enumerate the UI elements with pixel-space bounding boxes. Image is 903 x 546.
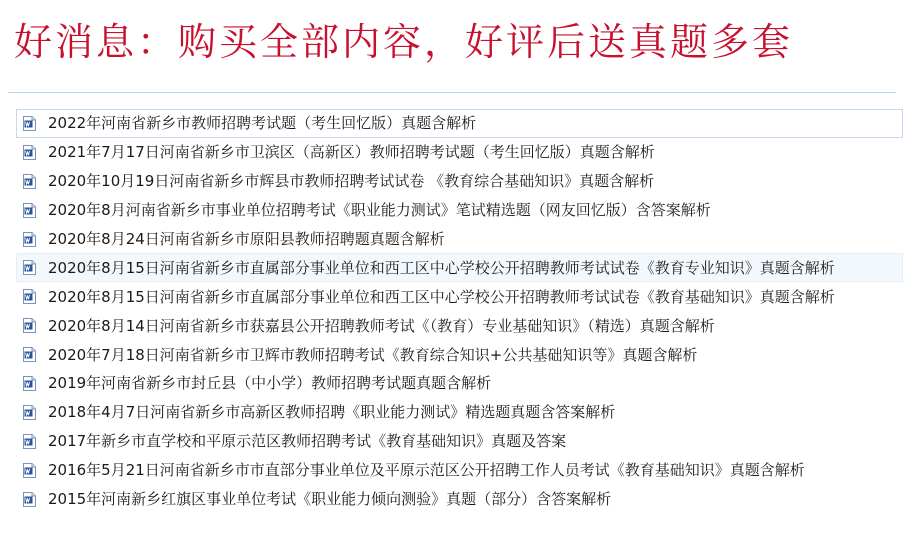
file-name: 2020年10月19日河南省新乡市辉县市教师招聘考试试卷 《教育综合基础知识》真题含解析 xyxy=(48,172,655,191)
word-document-icon xyxy=(23,116,36,131)
word-document-icon xyxy=(23,260,36,275)
file-name: 2019年河南省新乡市封丘县（中小学）教师招聘考试题真题含解析 xyxy=(48,374,492,393)
file-row[interactable] xyxy=(16,109,903,138)
file-name: 2022年河南省新乡市教师招聘考试题（考生回忆版）真题含解析 xyxy=(48,114,477,133)
file-name: 2015年河南新乡红旗区事业单位考试《职业能力倾向测验》真题（部分）含答案解析 xyxy=(48,490,612,509)
file-row[interactable] xyxy=(16,398,903,427)
word-document-icon xyxy=(23,203,36,218)
file-row[interactable] xyxy=(16,427,903,456)
file-row[interactable] xyxy=(16,167,903,196)
word-document-icon xyxy=(23,463,36,478)
divider xyxy=(8,92,896,93)
file-row[interactable] xyxy=(16,138,903,167)
file-name: 2020年8月15日河南省新乡市直属部分事业单位和西工区中心学校公开招聘教师考试试卷《教育基础知识》真题含解析 xyxy=(48,287,835,306)
file-name: 2020年8月14日河南省新乡市获嘉县公开招聘教师考试《（教育）专业基础知识》（精选）真题含解析 xyxy=(48,316,715,335)
word-document-icon xyxy=(23,405,36,420)
word-document-icon xyxy=(23,145,36,160)
word-document-icon xyxy=(23,492,36,507)
file-row[interactable] xyxy=(16,311,903,340)
file-name: 2017年新乡市直学校和平原示范区教师招聘考试《教育基础知识》真题及答案 xyxy=(48,432,567,451)
promo-banner: 好消息：购买全部内容，好评后送真题多套 xyxy=(14,20,794,64)
file-name: 2020年8月河南省新乡市事业单位招聘考试《职业能力测试》笔试精选题（网友回忆版）含答案解析 xyxy=(48,201,711,220)
word-document-icon xyxy=(23,376,36,391)
file-name: 2020年7月18日河南省新乡市卫辉市教师招聘考试《教育综合知识+公共基础知识等》真题含解析 xyxy=(48,345,698,364)
file-name: 2018年4月7日河南省新乡市高新区教师招聘《职业能力测试》精选题真题含答案解析 xyxy=(48,403,616,422)
file-row[interactable] xyxy=(16,485,903,514)
file-row[interactable] xyxy=(16,196,903,225)
file-name: 2020年8月15日河南省新乡市直属部分事业单位和西工区中心学校公开招聘教师考试试卷《教育专业知识》真题含解析 xyxy=(48,258,835,277)
word-document-icon xyxy=(23,318,36,333)
word-document-icon xyxy=(23,434,36,449)
file-name: 2020年8月24日河南省新乡市原阳县教师招聘题真题含解析 xyxy=(48,230,445,248)
file-row[interactable] xyxy=(16,340,903,369)
word-document-icon xyxy=(23,289,36,304)
file-row[interactable] xyxy=(16,456,903,485)
file-row[interactable] xyxy=(16,282,903,311)
file-list xyxy=(16,109,903,513)
file-row[interactable] xyxy=(16,225,903,254)
file-row[interactable] xyxy=(16,369,903,398)
file-name: 2016年5月21日河南省新乡市市直部分事业单位及平原示范区公开招聘工作人员考试《教育基础知识》真题含解析 xyxy=(48,461,805,480)
file-row[interactable] xyxy=(16,253,903,282)
word-document-icon xyxy=(23,347,36,362)
word-document-icon xyxy=(23,174,36,189)
file-name: 2021年7月17日河南省新乡市卫滨区（高新区）教师招聘考试题（考生回忆版）真题含解析 xyxy=(48,143,655,162)
word-document-icon xyxy=(23,232,36,247)
